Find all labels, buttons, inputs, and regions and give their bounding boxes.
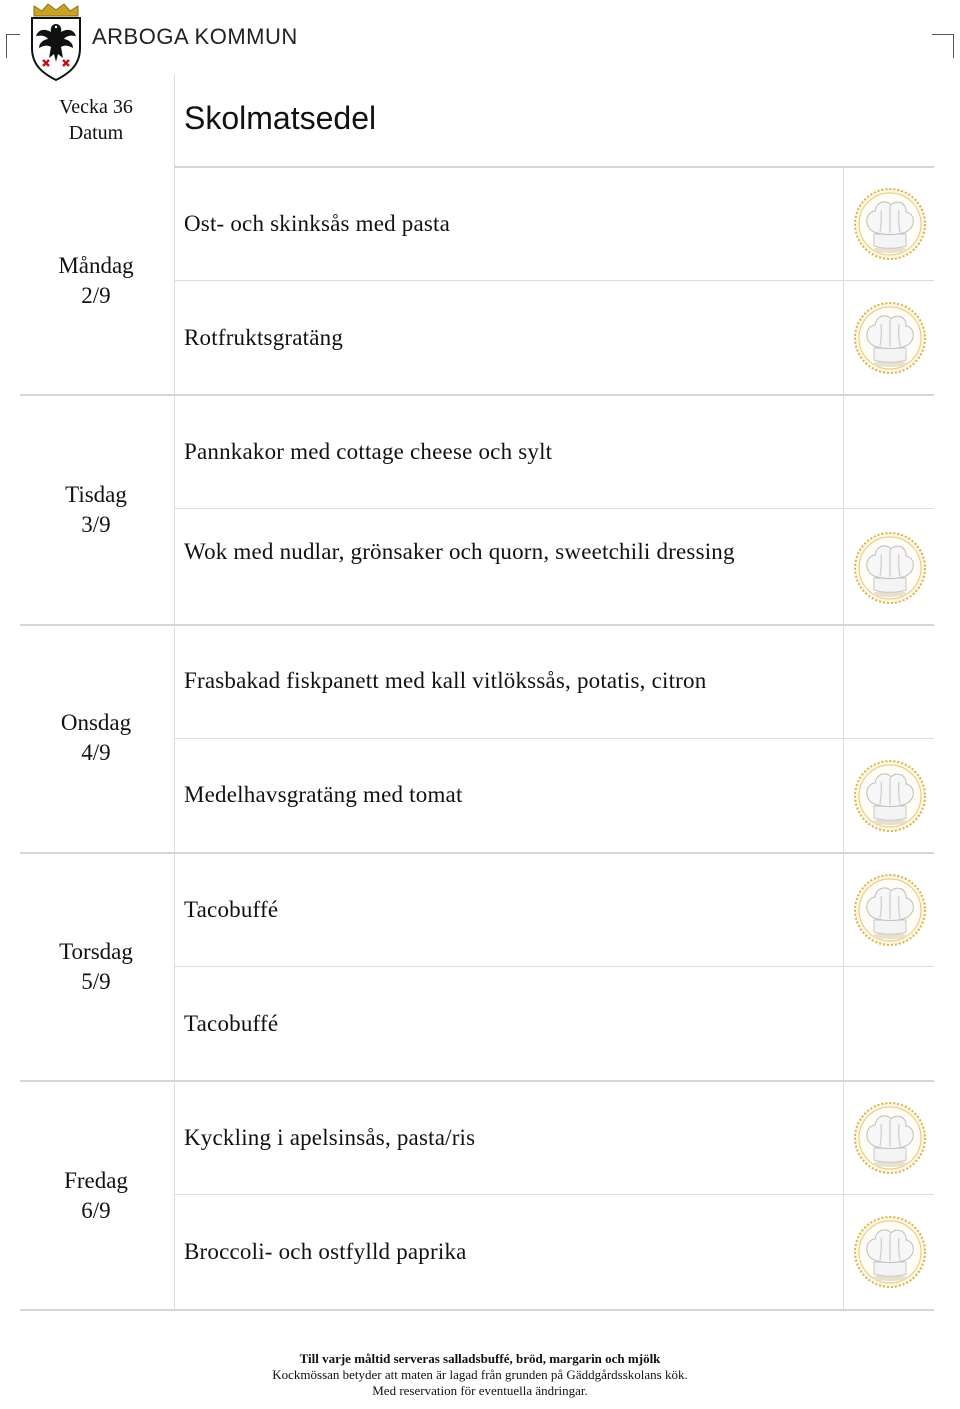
dish-text: Tacobuffé bbox=[184, 1011, 279, 1036]
dish-text: Pannkakor med cottage cheese och sylt bbox=[184, 439, 553, 464]
dish-text: Medelhavsgratäng med tomat bbox=[184, 782, 463, 807]
arboga-crest-icon bbox=[26, 2, 86, 82]
dish-rule bbox=[174, 1194, 934, 1195]
day-date: 3/9 bbox=[81, 512, 111, 537]
dish-text: Ost- och skinksås med pasta bbox=[184, 211, 451, 236]
day-rule bbox=[20, 1080, 934, 1082]
day-name: Torsdag bbox=[59, 939, 133, 964]
dish-text: Tacobuffé bbox=[184, 897, 279, 922]
day-rule bbox=[20, 624, 934, 626]
chef-hat-icon bbox=[852, 1100, 928, 1176]
table-bottom-rule bbox=[20, 1309, 934, 1311]
dish-text: Broccoli- och ostfylld paprika bbox=[184, 1239, 467, 1264]
day-name: Måndag bbox=[58, 253, 134, 278]
chef-hat-icon bbox=[852, 300, 928, 376]
day-name: Tisdag bbox=[65, 482, 127, 507]
footer-note: Till varje måltid serveras salladsbuffé, bröd, margarin och mjölk bbox=[299, 1351, 661, 1366]
day-label bbox=[20, 708, 172, 768]
day-label bbox=[20, 480, 172, 540]
day-date: 2/9 bbox=[81, 283, 111, 308]
arboga-logo bbox=[26, 2, 306, 82]
header-rule bbox=[174, 166, 934, 168]
day-label bbox=[20, 937, 172, 997]
column-divider-left bbox=[174, 74, 175, 1310]
dish-rule bbox=[174, 508, 934, 509]
date-label: Datum bbox=[68, 122, 124, 144]
footer-note: Med reservation för eventuella ändringar. bbox=[372, 1383, 588, 1398]
chef-hat-icon bbox=[852, 530, 928, 606]
chef-hat-icon bbox=[852, 872, 928, 948]
dish-rule bbox=[174, 966, 934, 967]
chef-hat-icon bbox=[852, 758, 928, 834]
footer-note: Kockmössan betyder att maten är lagad från grunden på Gäddgårdsskolans kök. bbox=[272, 1367, 688, 1382]
page-title: Skolmatsedel bbox=[184, 100, 377, 136]
corner-mark-right-vertical bbox=[953, 34, 954, 58]
chef-hat-icon bbox=[852, 1214, 928, 1290]
day-name: Onsdag bbox=[60, 710, 132, 735]
week-label: Vecka 36 bbox=[59, 96, 133, 118]
org-name: ARBOGA KOMMUN bbox=[92, 24, 298, 49]
day-date: 5/9 bbox=[81, 969, 111, 994]
dish-rule bbox=[174, 280, 934, 281]
corner-mark-left-vertical bbox=[6, 34, 7, 58]
corner-mark-right bbox=[932, 34, 954, 35]
day-label bbox=[20, 1166, 172, 1226]
day-rule bbox=[20, 394, 934, 396]
day-label bbox=[20, 251, 172, 311]
dish-text: Wok med nudlar, grönsaker och quorn, sweetchili dressing bbox=[184, 539, 735, 564]
dish-rule bbox=[174, 738, 934, 739]
day-date: 4/9 bbox=[81, 740, 111, 765]
dish-text: Frasbakad fiskpanett med kall vitlökssås, potatis, citron bbox=[184, 668, 707, 693]
dish-text: Rotfruktsgratäng bbox=[184, 325, 344, 350]
chef-hat-icon bbox=[852, 186, 928, 262]
day-rule bbox=[20, 852, 934, 854]
day-name: Fredag bbox=[64, 1168, 128, 1193]
corner-mark-left bbox=[6, 34, 20, 35]
day-date: 6/9 bbox=[81, 1198, 111, 1223]
dish-text: Kyckling i apelsinsås, pasta/ris bbox=[184, 1125, 476, 1150]
